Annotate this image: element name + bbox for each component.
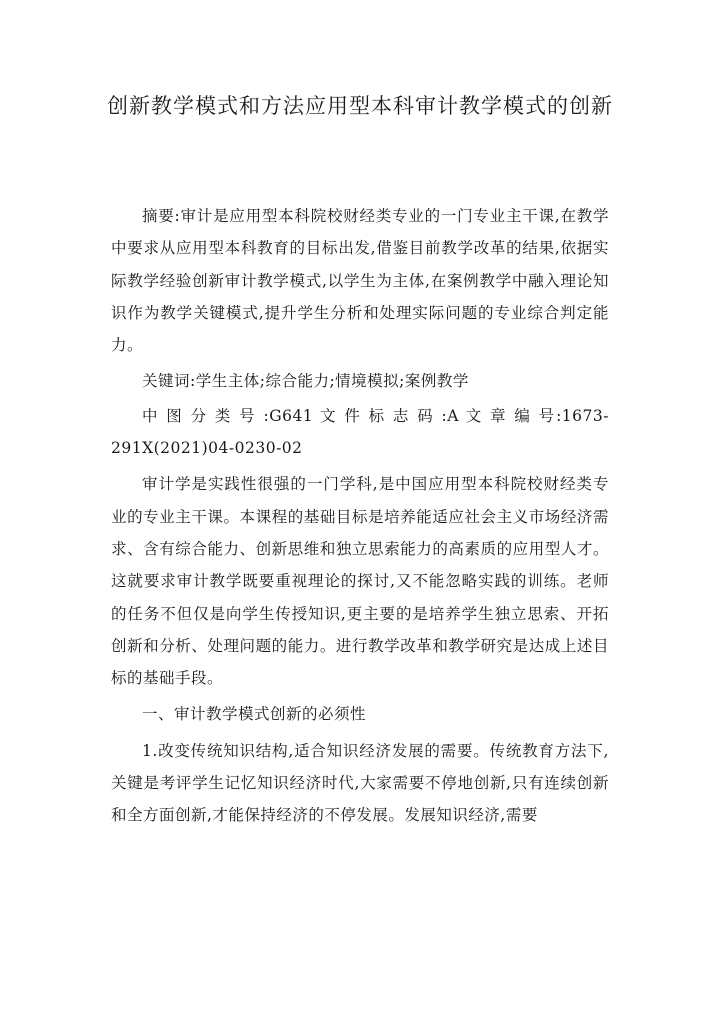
section-paragraph: 1.改变传统知识结构,适合知识经济发展的需要。传统教育方法下,关键是考评学生记忆知识经济时代,大家需要不停地创新,只有连续创新和全方面创新,才能保持经济的不停发展。发展知识经济,需要	[111, 741, 609, 825]
section-heading: 一、审计教学模式创新的必须性	[142, 705, 367, 724]
keywords-line: 关键词:学生主体;综合能力;情境模拟;案例教学	[142, 372, 469, 391]
classification-line: 中 图 分 类 号 :G641 文 件 标 志 码 :A 文 章 编 号:1673-291X(2021)04-0230-02	[111, 406, 609, 458]
article-title: 创新教学模式和方法应用型本科审计教学模式的创新	[107, 94, 613, 118]
article-body	[111, 200, 609, 832]
abstract-paragraph: 摘要:审计是应用型本科院校财经类专业的一门专业主干课,在教学中要求从应用型本科教育的目标出发,借鉴目前教学改革的结果,依据实际教学经验创新审计教学模式,以学生为主体,在案例教学中融入理论知识作为教学关键模式,提升学生分析和处理实际问题的专业综合判定能力。	[111, 207, 609, 355]
intro-paragraph: 审计学是实践性很强的一门学科,是中国应用型本科院校财经类专业的专业主干课。本课程的基础目标是培养能适应社会主义市场经济需求、含有综合能力、创新思维和独立思索能力的高素质的应用型人才。这就要求审计教学既要重视理论的探讨,又不能忽略实践的训练。老师的任务不但仅是向学生传授知识,更主要的是培养学生独立思索、开拓创新和分析、处理问题的能力。进行教学改革和教学研究是达成上述目标的基础手段。	[111, 475, 609, 688]
